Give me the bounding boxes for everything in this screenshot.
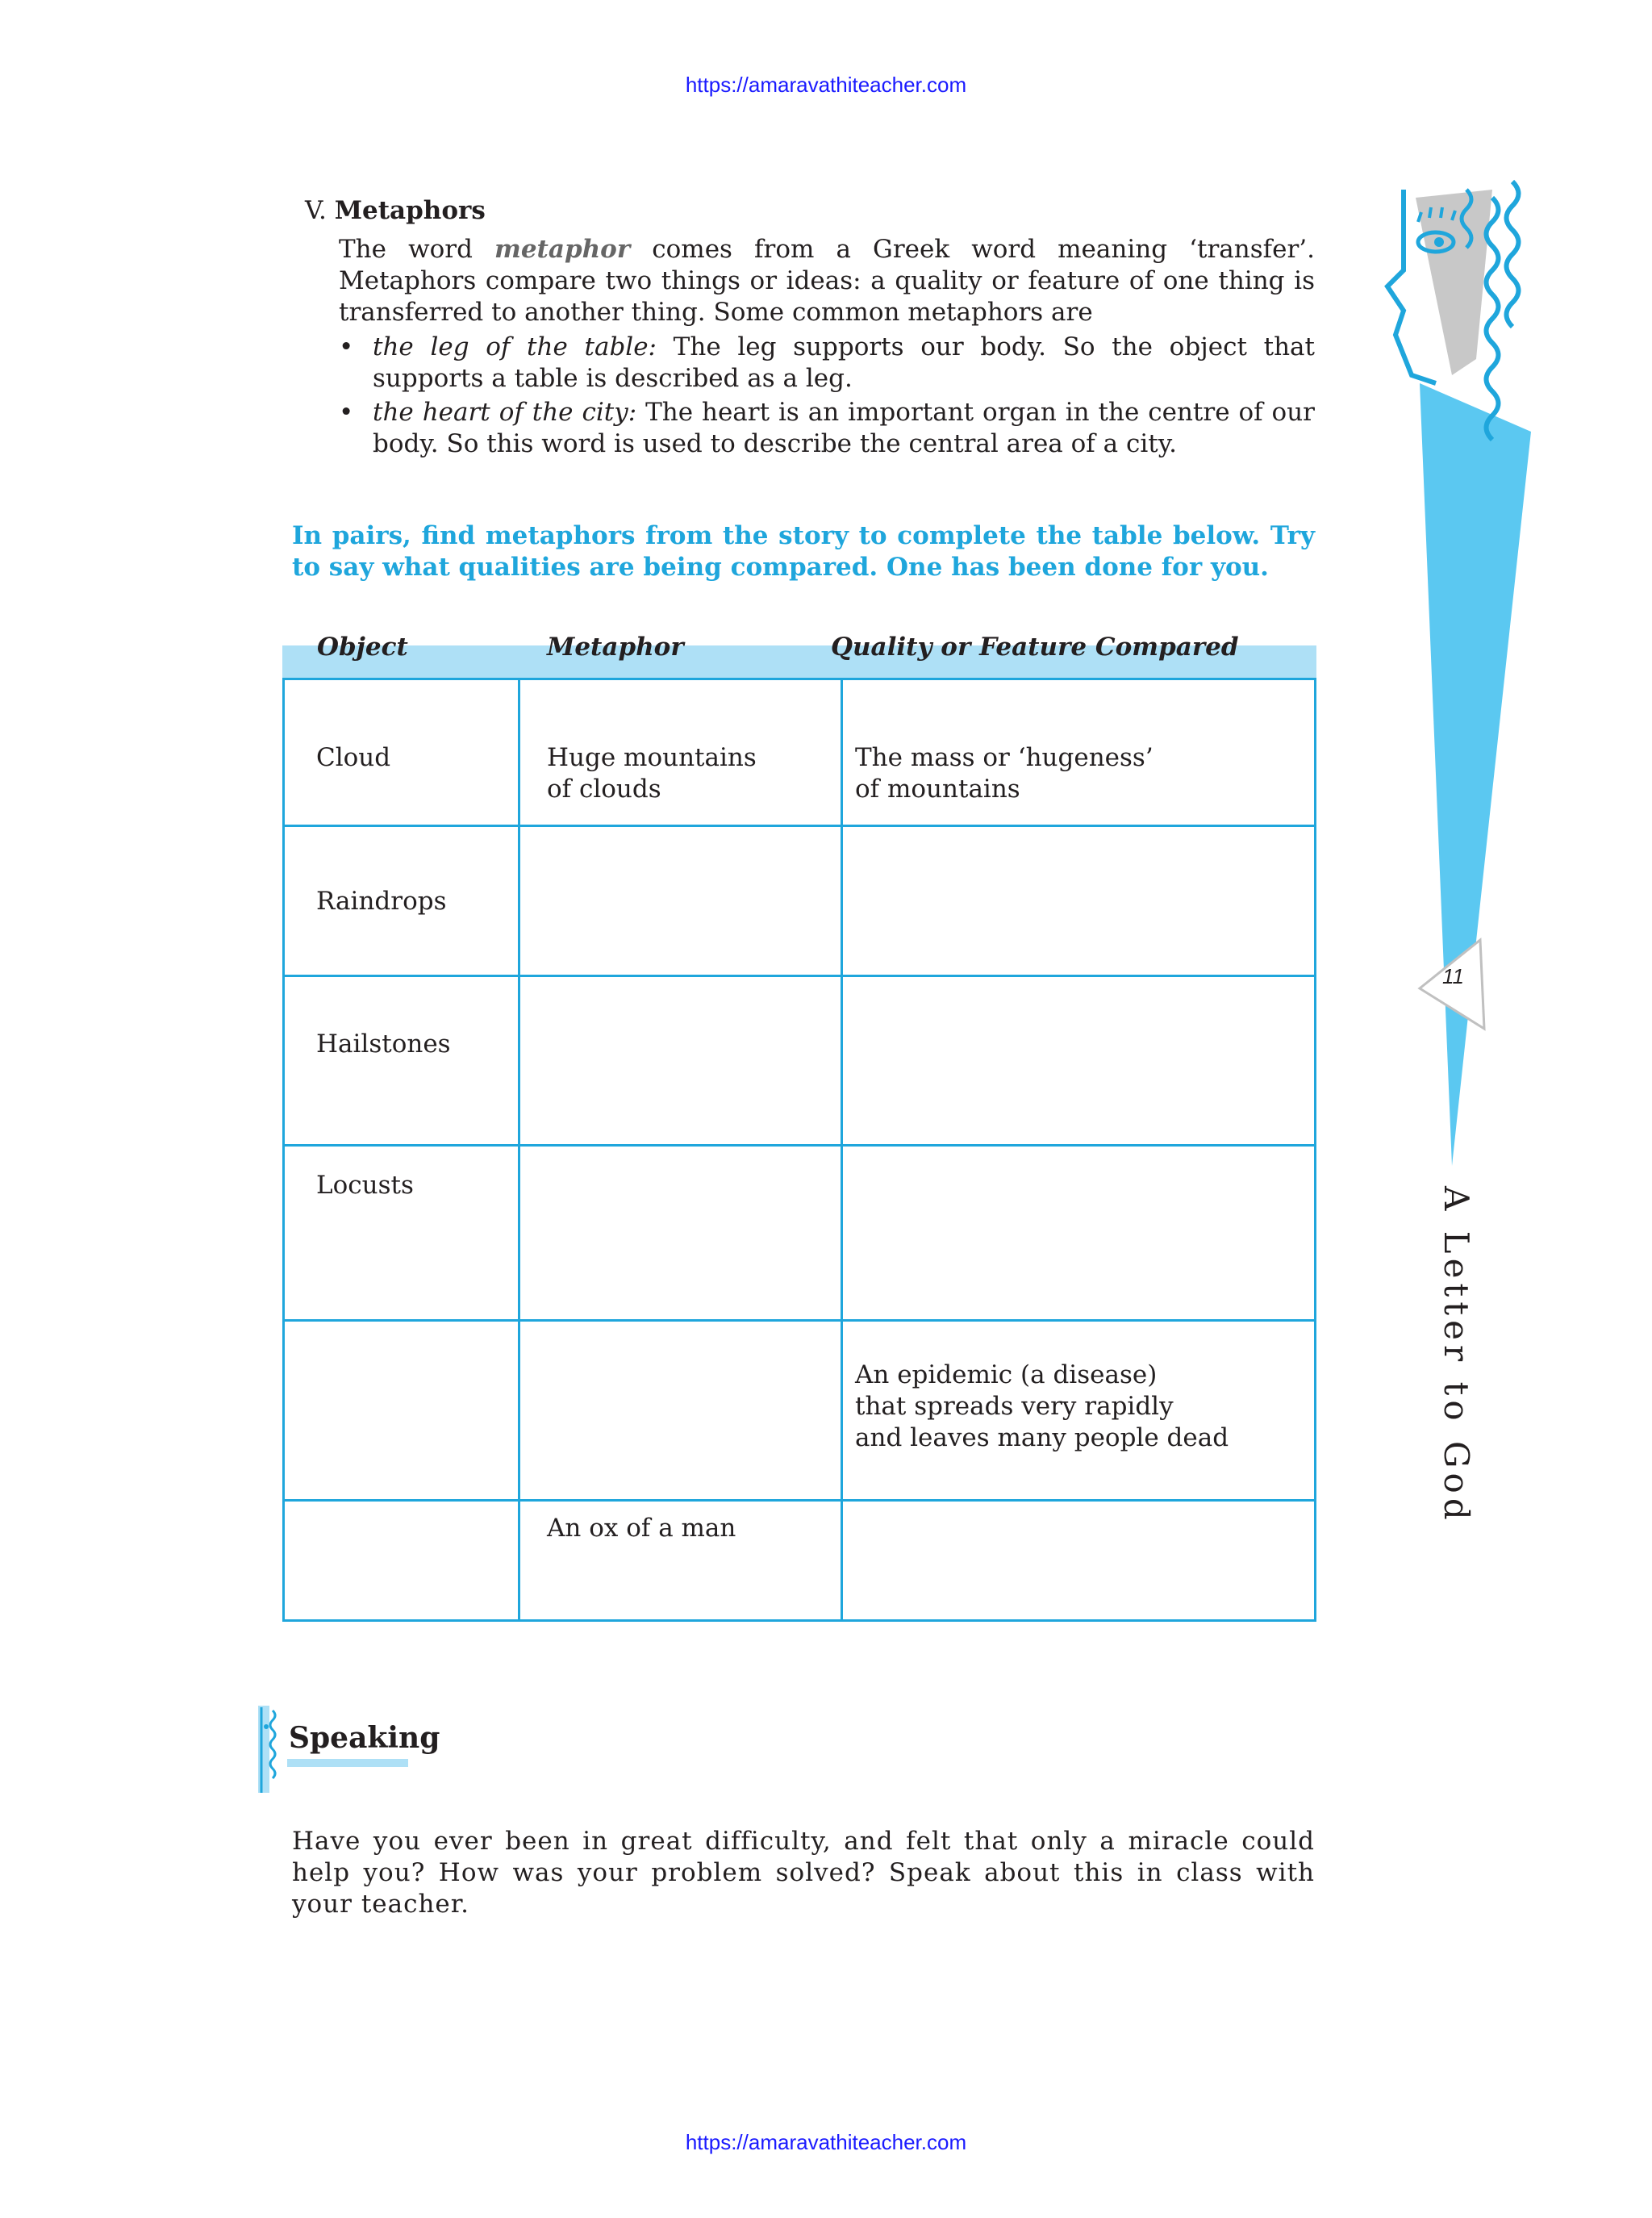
header-url[interactable]: https://amaravathiteacher.com [685, 73, 967, 97]
speaking-underline [287, 1759, 408, 1767]
table-cell: Raindrops [316, 887, 447, 916]
speaking-title: Speaking [289, 1721, 440, 1755]
intro-paragraph [339, 234, 1315, 328]
bullet-text: The heart is an important organ in the centre of our body. So this word is used to describe the central area of a city. [373, 398, 1315, 458]
table-cell: Hailstones [316, 1030, 451, 1059]
chapter-title: A Letter to God [1437, 1186, 1476, 1525]
list-item: • the heart of the city: The heart is an important organ in the centre of our body. So this word is used to describe the central area of a city. [339, 398, 1315, 458]
table-cell: Huge mountains of clouds [547, 743, 757, 804]
activity-instruction: In pairs, find metaphors from the story to complete the table below. Try to say what qualities are being compared. One has been done for you. [292, 521, 1315, 582]
metaphor-table [282, 678, 1316, 1622]
intro-prefix: The word [339, 235, 495, 264]
bullet-text: The leg supports our body. So the object that supports a table is described as a leg. [373, 332, 1315, 393]
list-item: • the leg of the table: The leg supports our body. So the object that supports a table is described as a leg. [339, 332, 1315, 393]
intro-rest: comes from a Greek word meaning ‘transfer’. Metaphors compare two things or ideas: a quality or feature of one thing is transferred to another thing. Some common metaphors are [339, 235, 1315, 327]
speaking-body: Have you ever been in great difficulty, and felt that only a miracle could help you? How was your problem solved? Speak about this in class with your teacher. [292, 1827, 1315, 1919]
section-heading [305, 196, 486, 225]
section-body [339, 234, 1315, 462]
table-cell: The mass or ‘hugeness’ of mountains [855, 743, 1153, 804]
bullet-term: the heart of the city: [373, 398, 637, 427]
chapter-side-decoration [1371, 173, 1533, 1174]
table-cell: An epidemic (a disease) that spreads very rapidly and leaves many people dead [855, 1360, 1229, 1452]
table-header-object: Object [317, 633, 408, 662]
table-cell: Cloud [316, 743, 391, 772]
section-number: V. [305, 196, 327, 225]
section-title: Metaphors [334, 196, 486, 225]
table-header-metaphor: Metaphor [547, 633, 684, 662]
bullet-term: the leg of the table: [373, 332, 657, 361]
speaking-icon [255, 1702, 287, 1799]
intro-term: metaphor [494, 235, 631, 264]
table-cell: An ox of a man [547, 1514, 736, 1543]
table-cell: Locusts [316, 1171, 414, 1200]
table-header-quality: Quality or Feature Compared [831, 633, 1239, 662]
page-number: 11 [1442, 964, 1464, 988]
footer-url[interactable]: https://amaravathiteacher.com [685, 2130, 967, 2154]
metaphor-examples [339, 332, 1315, 460]
